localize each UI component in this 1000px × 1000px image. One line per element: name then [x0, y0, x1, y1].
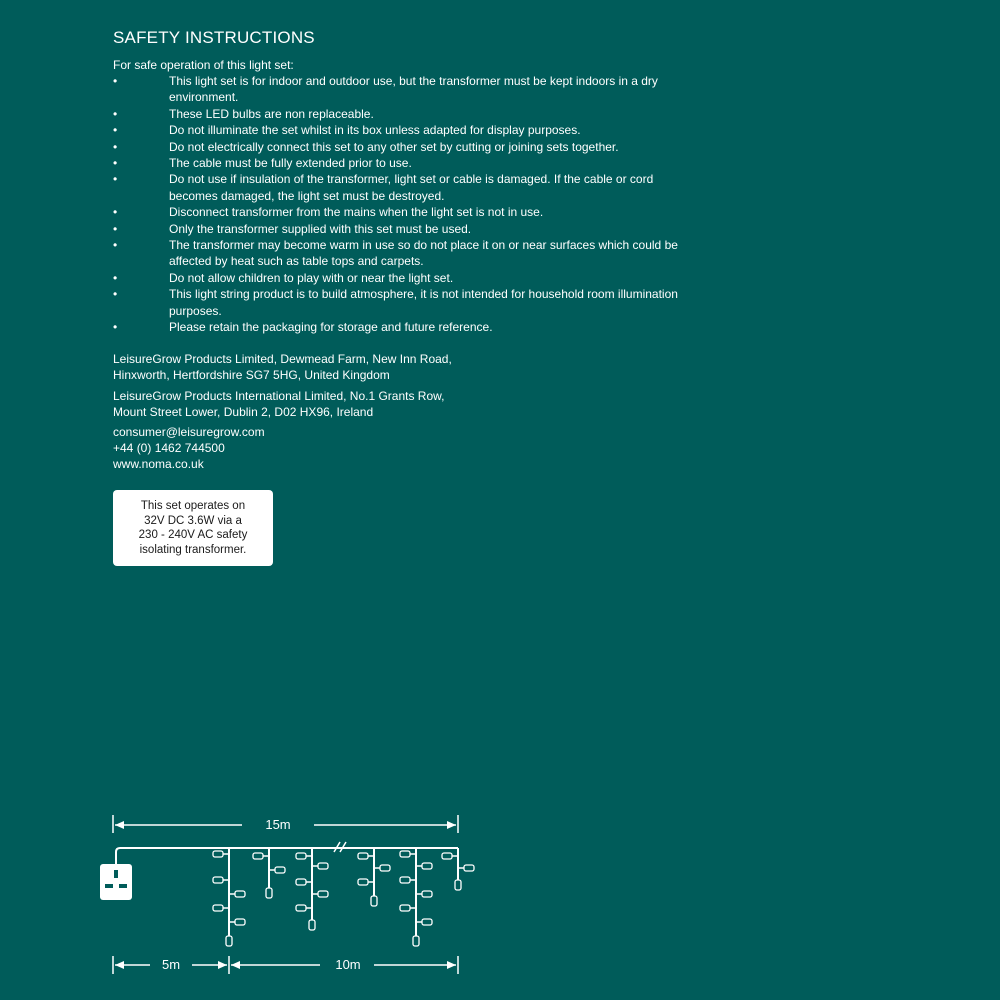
led-bulb-icon [400, 905, 410, 911]
led-bulb-icon [422, 891, 432, 897]
address-ireland: LeisureGrow Products International Limited, No.1 Grants Row, Mount Street Lower, Dublin 2, D02 HX96, Ireland [113, 389, 445, 419]
safety-bullet: • Do not allow children to play with or near the light set. [113, 270, 689, 286]
plug-transformer-icon [100, 864, 132, 900]
safety-bullet: • Only the transformer supplied with this set must be used. [113, 221, 689, 237]
safety-bullet: • Please retain the packaging for storage and future reference. [113, 319, 689, 335]
led-bulb-icon [266, 888, 272, 898]
led-bulbs [213, 851, 474, 946]
address-uk: LeisureGrow Products Limited, Dewmead Farm, New Inn Road, Hinxworth, Hertfordshire SG7 5HG, United Kingdom [113, 352, 452, 382]
arrow-icon [218, 961, 227, 969]
led-bulb-icon [296, 853, 306, 859]
power-notice-box: This set operates on 32V DC 3.6W via a 230 - 240V AC safety isolating transformer. [113, 490, 273, 566]
led-bulb-icon [455, 880, 461, 890]
contact-phone: +44 (0) 1462 744500 [113, 441, 225, 455]
safety-bullet: • This light set is for indoor and outdoor use, but the transformer must be kept indoors in a dry environment. [113, 73, 689, 106]
safety-bullet: • This light string product is to build atmosphere, it is not intended for household room illumination purposes. [113, 286, 689, 319]
safety-bullet: • The transformer may become warm in use so do not place it on or near surfaces which could be affected by heat such as table tops and carpets. [113, 237, 689, 270]
safety-bullet: • Do not electrically connect this set to any other set by cutting or joining sets together. [113, 139, 689, 155]
safety-bullet: • The cable must be fully extended prior to use. [113, 155, 689, 171]
safety-bullet: • Do not illuminate the set whilst in its box unless adapted for display purposes. [113, 122, 689, 138]
led-bulb-icon [358, 853, 368, 859]
led-bulb-icon [213, 877, 223, 883]
dimension-lines [113, 815, 458, 974]
led-bulb-icon [318, 863, 328, 869]
led-bulb-icon [235, 891, 245, 897]
led-bulb-icon [226, 936, 232, 946]
led-bulb-icon [213, 851, 223, 857]
safety-bullet: • Disconnect transformer from the mains when the light set is not in use. [113, 204, 689, 220]
arrow-icon [115, 961, 124, 969]
arrow-icon [447, 961, 456, 969]
led-bulb-icon [380, 865, 390, 871]
safety-bullet: • These LED bulbs are non replaceable. [113, 106, 689, 122]
cable [116, 848, 458, 936]
led-bulb-icon [464, 865, 474, 871]
led-bulb-icon [296, 879, 306, 885]
led-bulb-icon [442, 853, 452, 859]
contact-email: consumer@leisuregrow.com [113, 425, 265, 439]
led-bulb-icon [296, 905, 306, 911]
led-bulb-icon [371, 896, 377, 906]
lit-length-label: 10m [335, 957, 361, 972]
arrow-icon [231, 961, 240, 969]
led-bulb-icon [400, 877, 410, 883]
safety-bullet: • Do not use if insulation of the transformer, light set or cable is damaged. If the cable or cord becomes damaged, the light set must be destroyed. [113, 171, 689, 204]
led-bulb-icon [318, 891, 328, 897]
led-bulb-icon [422, 919, 432, 925]
arrowheads [115, 821, 456, 969]
led-bulb-icon [413, 936, 419, 946]
contact-website: www.noma.co.uk [113, 457, 204, 471]
arrow-icon [447, 821, 456, 829]
safety-title: SAFETY INSTRUCTIONS [113, 28, 315, 47]
led-bulb-icon [309, 920, 315, 930]
led-bulb-icon [253, 853, 263, 859]
led-bulb-icon [358, 879, 368, 885]
total-length-label: 15m [265, 817, 291, 832]
led-bulb-icon [275, 867, 285, 873]
led-bulb-icon [213, 905, 223, 911]
led-bulb-icon [400, 851, 410, 857]
lead-length-label: 5m [161, 957, 181, 972]
led-bulb-icon [422, 863, 432, 869]
safety-intro: For safe operation of this light set: [113, 58, 294, 72]
arrow-icon [115, 821, 124, 829]
led-bulb-icon [235, 919, 245, 925]
